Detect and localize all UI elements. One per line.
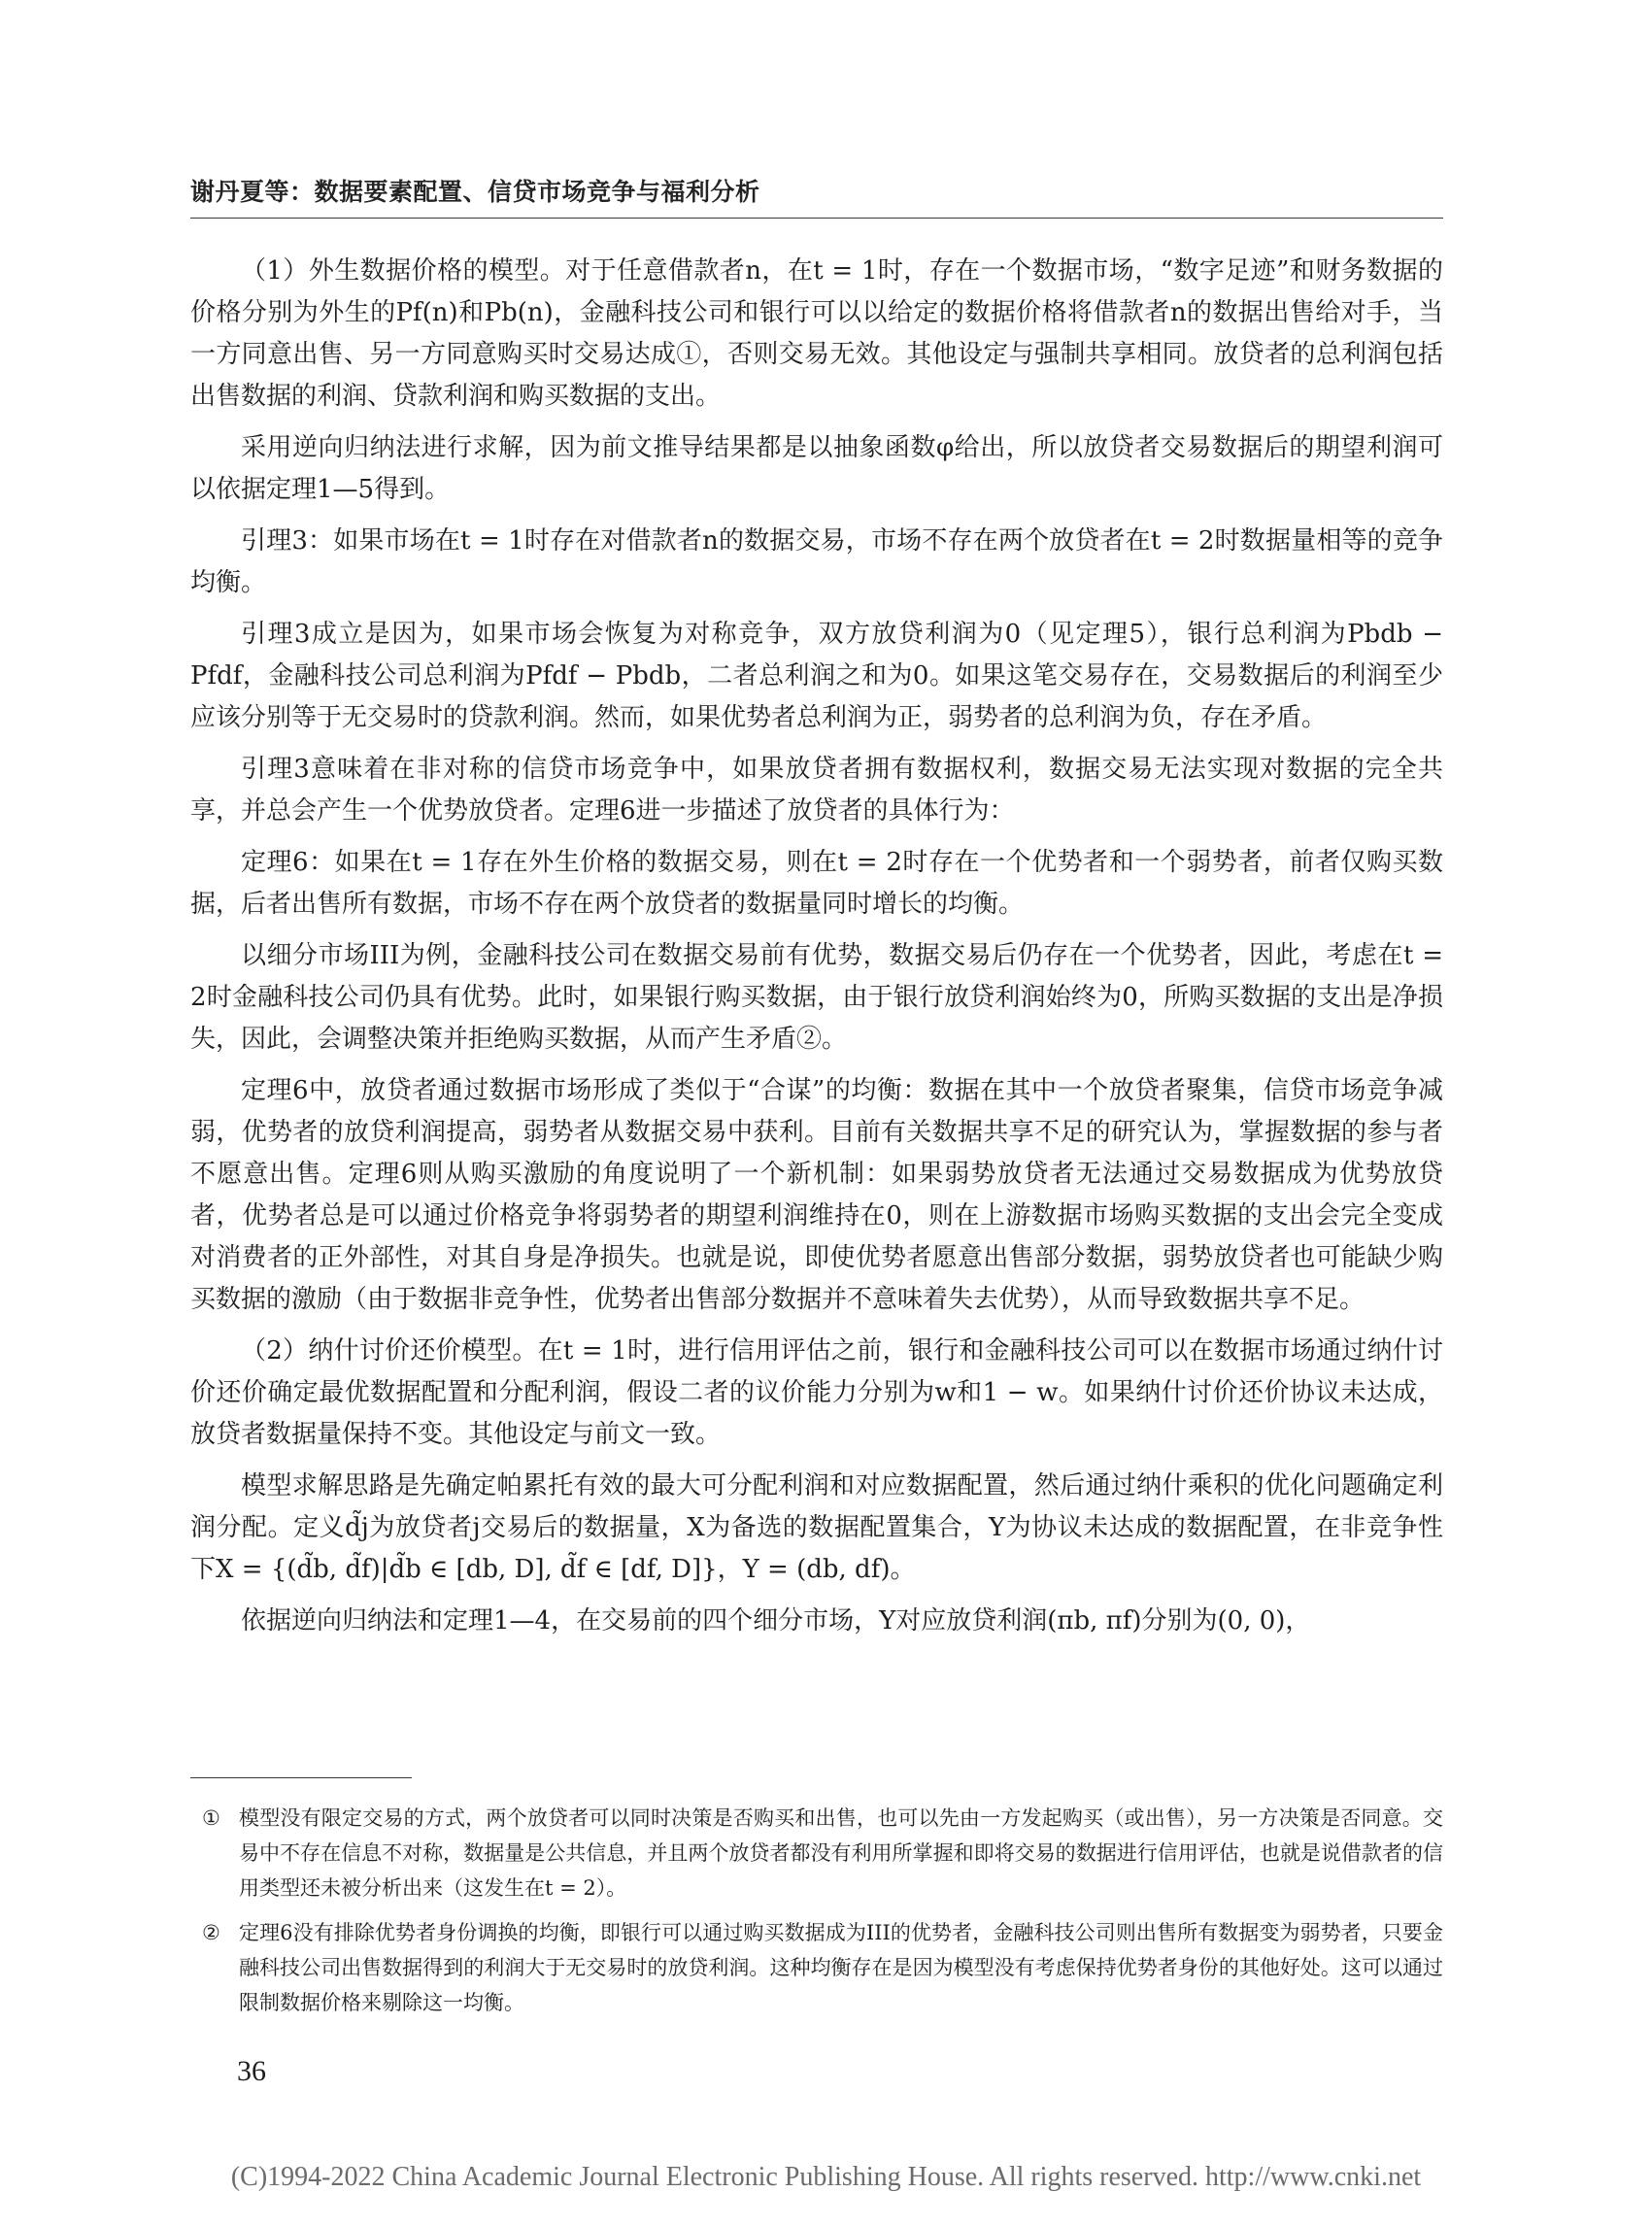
paragraph: 依据逆向归纳法和定理1—4，在交易前的四个细分市场，Y对应放贷利润(πb, πf)分别为(0, 0)，	[241, 1606, 1311, 1636]
page-number: 36	[237, 2055, 266, 2087]
paragraph: 定理6中，放贷者通过数据市场形成了类似于“合谋”的均衡：数据在其中一个放贷者聚集，信贷市场竞争减弱，优势者的放贷利润提高，弱势者从数据交易中获利。目前有关数据共享不足的研究认为，掌握数据的参与者不愿意出售。定理6则从购买激励的角度说明了一个新机制：如果弱势放贷者无法通过交易数据成为优势放贷者，优势者总是可以通过价格竞争将弱势者的期望利润维持在0，则在上游数据市场购买数据的支出会完全变成对消费者的正外部性，对其自身是净损失。也就是说，即使优势者愿意出售部分数据，弱势放贷者也可能缺少购买数据的激励（由于数据非竞争性，优势者出售部分数据并不意味着失去优势），从而导致数据共享不足。	[190, 1076, 1443, 1314]
footnote	[190, 1915, 1443, 2020]
paragraph: 模型求解思路是先确定帕累托有效的最大可分配利润和对应数据配置，然后通过纳什乘积的优化问题确定利润分配。定义d̃j为放贷者j交易后的数据量，X为备选的数据配置集合，Y为协议未达成的数据配置，在非竞争性下X = {(d̃b, d̃f)|d̃b ∈ [db, D], d̃f ∈ [df, D]}，Y = (db, df)。	[190, 1471, 1443, 1584]
paragraph: 引理3：如果市场在t = 1时存在对借款者n的数据交易，市场不存在两个放贷者在t = 2时数据量相等的竞争均衡。	[190, 526, 1443, 597]
footnotes	[190, 1801, 1443, 2030]
copyright-notice: (C)1994-2022 China Academic Journal Electronic Publishing House. All rights reserved. http://www.cnki.net	[230, 2162, 1422, 2192]
running-title: 谢丹夏等：数据要素配置、信贷市场竞争与福利分析	[190, 178, 760, 206]
paragraph: （1）外生数据价格的模型。对于任意借款者n，在t = 1时，存在一个数据市场，“数字足迹”和财务数据的价格分别为外生的Pf(n)和Pb(n)，金融科技公司和银行可以以给定的数据价格将借款者n的数据出售给对手，当一方同意出售、另一方同意购买时交易达成①，否则交易无效。其他设定与强制共享相同。放贷者的总利润包括出售数据的利润、贷款利润和购买数据的支出。	[190, 256, 1443, 411]
paragraph: 以细分市场III为例，金融科技公司在数据交易前有优势，数据交易后仍存在一个优势者，因此，考虑在t = 2时金融科技公司仍具有优势。此时，如果银行购买数据，由于银行放贷利润始终为0，所购买数据的支出是净损失，因此，会调整决策并拒绝购买数据，从而产生矛盾②。	[190, 941, 1443, 1054]
footnote-marker: ①	[202, 1806, 220, 1830]
footnote-text: 模型没有限定交易的方式，两个放贷者可以同时决策是否购买和出售，也可以先由一方发起购买（或出售），另一方决策是否同意。交易中不存在信息不对称，数据量是公共信息，并且两个放贷者都没有利用所掌握和即将交易的数据进行信用评估，也就是说借款者的信用类型还未被分析出来（这发生在t = 2）。	[239, 1806, 1443, 1900]
footnote-text: 定理6没有排除优势者身份调换的均衡，即银行可以通过购买数据成为III的优势者，金融科技公司则出售所有数据变为弱势者，只要金融科技公司出售数据得到的利润大于无交易时的放贷利润。这种均衡存在是因为模型没有考虑保持优势者身份的其他好处。这可以通过限制数据价格来剔除这一均衡。	[239, 1921, 1443, 2014]
footnote-divider	[190, 1777, 412, 1778]
footnote-marker: ②	[202, 1921, 220, 1944]
paragraph: 定理6：如果在t = 1存在外生价格的数据交易，则在t = 2时存在一个优势者和一个弱势者，前者仅购买数据，后者出售所有数据，市场不存在两个放贷者的数据量同时增长的均衡。	[190, 848, 1443, 919]
paragraph: 引理3意味着在非对称的信贷市场竞争中，如果放贷者拥有数据权利，数据交易无法实现对数据的完全共享，并总会产生一个优势放贷者。定理6进一步描述了放贷者的具体行为：	[190, 755, 1443, 826]
paragraph: （2）纳什讨价还价模型。在t = 1时，进行信用评估之前，银行和金融科技公司可以在数据市场通过纳什讨价还价确定最优数据配置和分配利润，假设二者的议价能力分别为w和1 − w。如果纳什讨价还价协议未达成，放贷者数据量保持不变。其他设定与前文一致。	[190, 1336, 1443, 1449]
header-divider	[190, 218, 1443, 219]
footnote	[190, 1801, 1443, 1906]
paragraph: 采用逆向归纳法进行求解，因为前文推导结果都是以抽象函数φ给出，所以放贷者交易数据后的期望利润可以依据定理1—5得到。	[190, 433, 1443, 504]
paragraph: 引理3成立是因为，如果市场会恢复为对称竞争，双方放贷利润为0（见定理5），银行总利润为Pbdb − Pfdf，金融科技公司总利润为Pfdf − Pbdb，二者总利润之和为0。如果这笔交易存在，交易数据后的利润至少应该分别等于无交易时的贷款利润。然而，如果优势者总利润为正，弱势者的总利润为负，存在矛盾。	[190, 620, 1443, 732]
main-text	[190, 251, 1443, 1652]
